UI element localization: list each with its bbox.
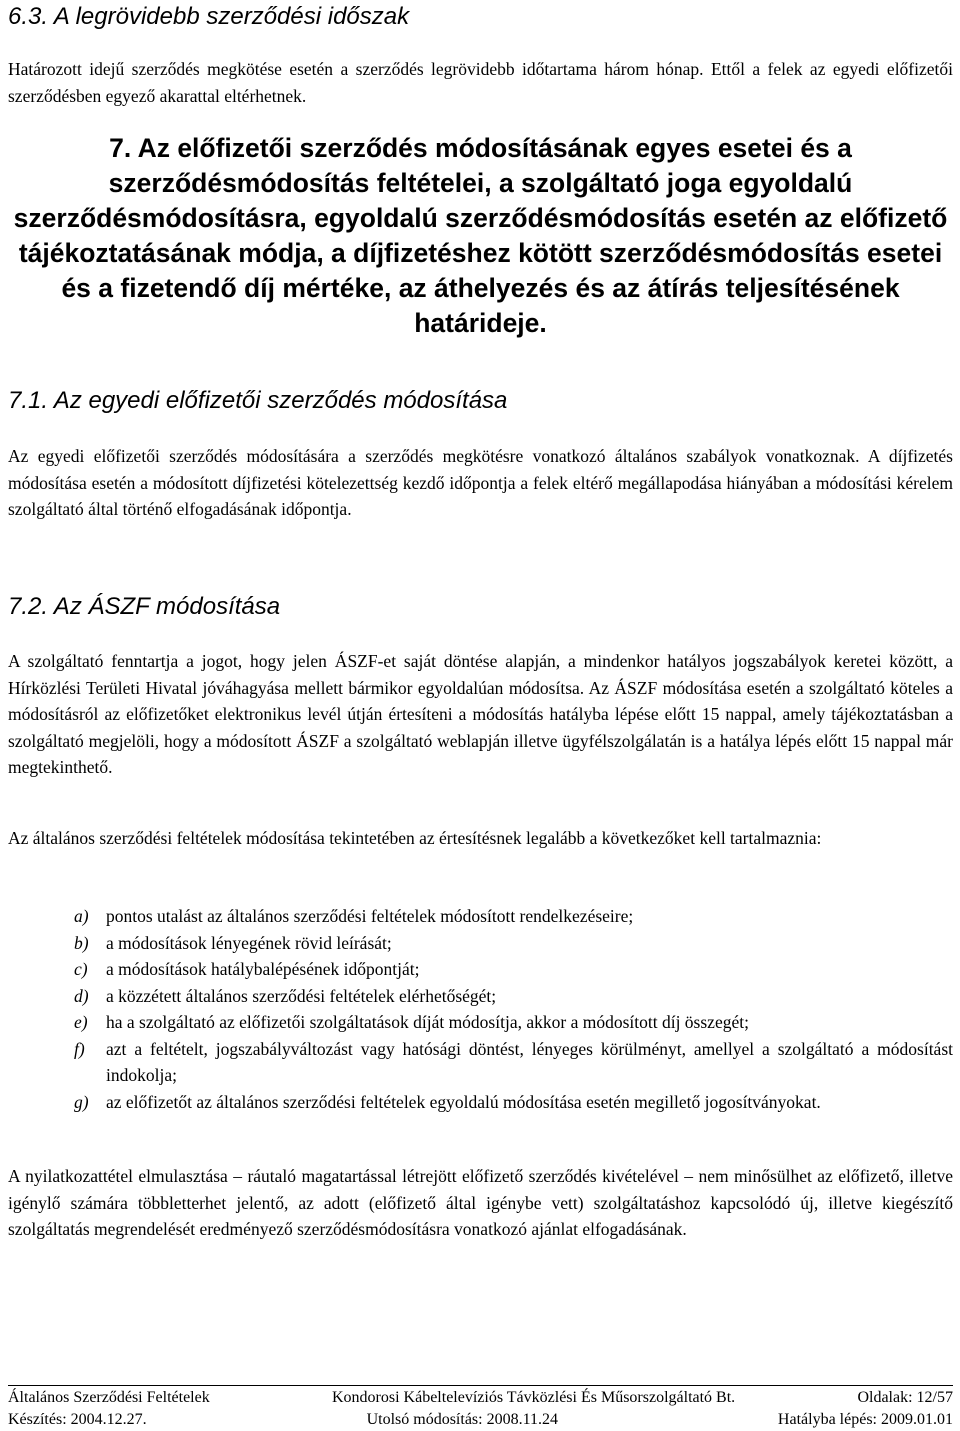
chapter-7-heading: 7. Az előfizetői szerződés módosításának egyes esetei és a szerződésmódosítás feltételei, a szolgáltató joga egyoldalú szerződésmódosításra, egyoldalú szerződésmódosítás esetén az előfizető tájékoztatásának módja, a díjfizetéshez kötött szerződésmódosítás esetei és a fizetendő díj mértéke, az áthelyezés és az átírás teljesítésének határideje. <box>13 133 948 338</box>
list-item <box>8 930 953 957</box>
list-item-text: a módosítások hatálybalépésének időpontját; <box>106 959 420 979</box>
section-6-3-text: Határozott idejű szerződés megkötése esetén a szerződés legrövidebb időtartama három hónap. Ettől a felek az egyedi előfizetői szerződésben egyező akarattal eltérhetnek. <box>8 59 953 106</box>
document-page <box>8 0 953 1429</box>
list-marker: g) <box>74 1091 89 1112</box>
page-footer <box>8 1385 953 1431</box>
list-marker: b) <box>74 932 89 953</box>
list-item-text: pontos utalást az általános szerződési feltételek módosított rendelkezéseire; <box>106 906 634 926</box>
section-7-2-paragraph-3: A nyilatkozattétel elmulasztása – ráutaló magatartással létrejött előfizető szerződés kivételével – nem minősülhet az előfizető, illetve igénylő számára többletterhet jelentő, az adott (előfizető által igénybe vett) szolgáltatáshoz kapcsolódó új, illetve kiegészítő szolgáltatás megrendelését eredményező szerződésmódosításra vonatkozó ajánlat elfogadásának. <box>8 1166 953 1239</box>
section-7-2-paragraph-2: Az általános szerződési feltételek módosítása tekintetében az értesítésnek legalább a következőket kell tartalmaznia: <box>8 828 822 848</box>
footer-row-1 <box>8 1387 953 1409</box>
section-6-3-heading: 6.3. A legrövidebb szerződési időszak <box>8 3 410 30</box>
section-7-1-heading: 7.1. Az egyedi előfizetői szerződés módosítása <box>8 387 508 414</box>
list-item-text: a közzétett általános szerződési feltételek elérhetőségét; <box>106 985 497 1006</box>
footer-effective-date: Hatályba lépés: 2009.01.01 <box>777 1411 953 1428</box>
list-marker: e) <box>74 1012 88 1032</box>
list-item <box>8 1089 953 1116</box>
notification-requirements-list <box>8 903 953 1115</box>
footer-row-2 <box>8 1409 953 1431</box>
footer-created-date: Készítés: 2004.12.27. <box>8 1411 147 1428</box>
section-7-1-text: Az egyedi előfizetői szerződés módosítására a szerződés megkötésre vonatkozó általános szabályok vonatkoznak. A díjfizetés módosítása esetén a módosított díjfizetési kötelezettség kezdő időpontja a felek eltérő megállapodása hiányában a módosítási kérelem szolgáltató által történő elfogadásának időpontja. <box>8 446 953 519</box>
list-item <box>8 956 953 983</box>
list-item <box>8 1036 953 1089</box>
list-marker: f) <box>74 1038 85 1059</box>
list-item <box>8 1009 953 1036</box>
list-item-text: ha a szolgáltató az előfizetői szolgáltatások díját módosítja, akkor a módosított díj összegét; <box>106 1012 749 1032</box>
section-7-2-heading: 7.2. Az ÁSZF módosítása <box>8 593 281 620</box>
list-item-text: az előfizetőt az általános szerződési feltételek egyoldalú módosítása esetén megillető jogosítványokat. <box>106 1091 821 1112</box>
footer-page-count: Oldalak: 12/57 <box>857 1389 953 1406</box>
list-item <box>8 983 953 1010</box>
list-item-text: a módosítások lényegének rövid leírását; <box>106 932 392 953</box>
list-marker: a) <box>74 906 89 926</box>
section-7-2-paragraph-1: A szolgáltató fenntartja a jogot, hogy jelen ÁSZF-et saját döntése alapján, a mindenkor hatályos jogszabályok keretei között, a Hírközlési Területi Hivatal jóváhagyása mellett bármikor egyoldalúan módosítsa. Az ÁSZF módosítása esetén a szolgáltató köteles a módosításról az előfizetőket elektronikus levél útján értesíteni a módosítás hatályba lépése előtt 15 nappal, amely tájékoztatásban a szolgáltató megjelöli, hogy a módosított ÁSZF a szolgáltató weblapján illetve ügyfélszolgálatán is a hatálya lépés előtt 15 nappal már megtekinthető. <box>8 651 953 777</box>
footer-company: Kondorosi Kábeltelevíziós Távközlési És Műsorszolgáltató Bt. <box>331 1389 736 1406</box>
list-item-text: azt a feltételt, jogszabályváltozást vagy hatósági döntést, lényeges körülményt, amellyel a szolgáltató a módosítást indokolja; <box>106 1038 953 1085</box>
footer-modified-date: Utolsó módosítás: 2008.11.24 <box>366 1411 558 1428</box>
list-marker: c) <box>74 959 88 979</box>
list-marker: d) <box>74 985 89 1006</box>
list-item <box>8 903 953 930</box>
footer-document-name: Általános Szerződési Feltételek <box>8 1389 210 1406</box>
